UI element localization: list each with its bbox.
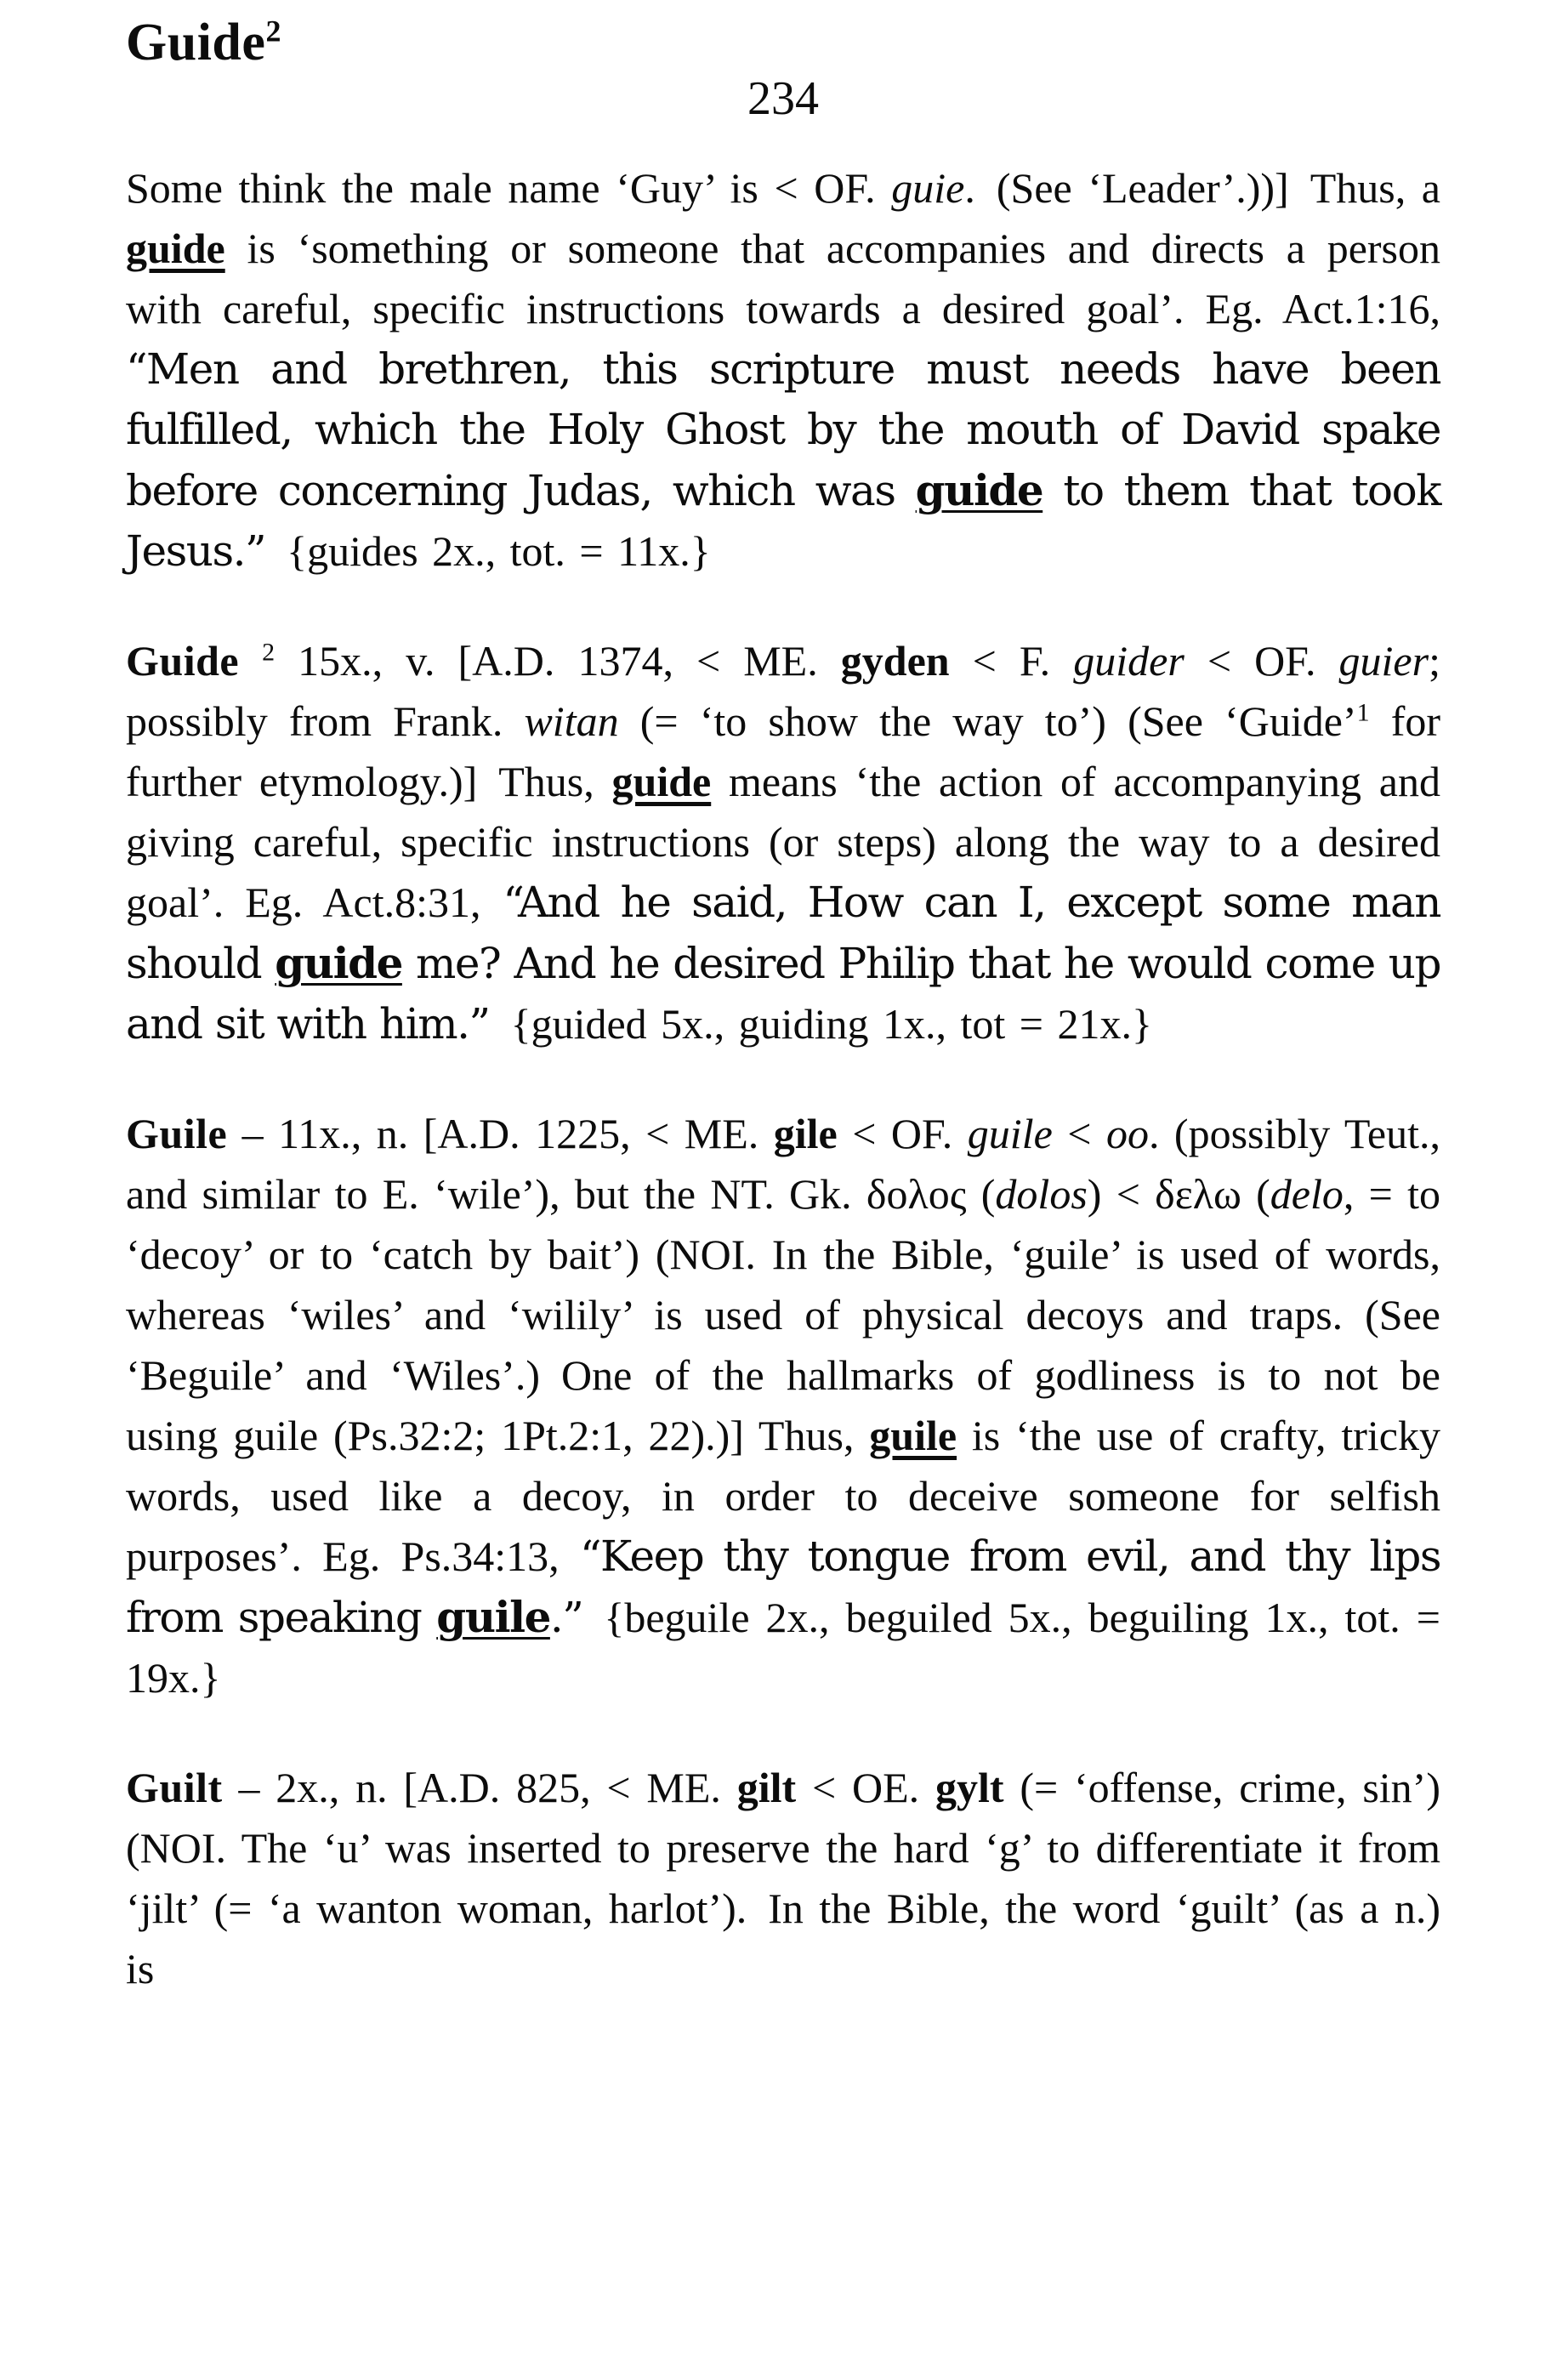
text-run: < OF. [1184, 637, 1339, 685]
text-run: – 11x., n. [A.D. 1225, < ME. [227, 1110, 774, 1158]
paragraph-guilt-entry [126, 1758, 1440, 1999]
scripture-quote: to them that took Jesus.” [126, 466, 1441, 577]
text-run: , = to ‘decoy’ or to ‘catch by bait’) (NOI. In the Bible, ‘guile’ is used of words, whereas ‘wiles’ and ‘wilily’ is used of physical decoys and traps. (See ‘Beguile’ and ‘Wiles’.) One of the hallmarks of godliness is to not be using guile (Ps.32:2; 1Pt.2:1, 22).)] Thus, [126, 1170, 1440, 1460]
bold-term: gile [773, 1110, 838, 1158]
italic-term: delo [1270, 1170, 1344, 1219]
text-run: – 2x., n. [A.D. 825, < ME. [222, 1764, 737, 1812]
paragraph-guide1-continuation [126, 158, 1440, 582]
superscript: 2 [262, 638, 276, 667]
italic-term: dolos [995, 1170, 1088, 1219]
scripture-defined-term: guile [436, 1592, 550, 1643]
scripture-quote: .” [549, 1593, 583, 1643]
text-run: ; possibly from Frank. [126, 637, 1440, 746]
page-heading [126, 14, 1440, 71]
scripture-defined-term: guide [915, 465, 1043, 516]
entries [126, 158, 1440, 1999]
scripture-quote: “Keep thy tongue from evil, and thy lips from speaking [126, 1532, 1440, 1643]
text-run: ) < δελω ( [1087, 1170, 1270, 1219]
heading-word: Guide [126, 14, 266, 71]
text-run: for further etymology.)] Thus, [126, 697, 1440, 806]
text-run: Some think the male name ‘Guy’ is < OF. [126, 164, 892, 213]
text-run: < [1052, 1110, 1106, 1158]
heading-superscript: 2 [265, 14, 281, 48]
text-run: < F. [949, 637, 1074, 685]
paragraph-guide2-entry [126, 631, 1440, 1054]
text-run: . (possibly Teut., and similar to E. ‘wile’), but the NT. Gk. δολος ( [126, 1110, 1440, 1219]
bold-term: gylt [935, 1764, 1004, 1812]
text-run: is ‘the use of crafty, tricky words, used like a decoy, in order to deceive someone for selfish purposes’. Eg. Ps.34:13, [126, 1412, 1440, 1581]
italic-term: guie [891, 164, 965, 213]
text-run: means ‘the action of accompanying and giving careful, specific instructions (or steps) along the way to a desired goal’. Eg. Act.8:31, [126, 758, 1440, 927]
text-run: < OE. [796, 1764, 935, 1812]
text-run: (= ‘to show the way to’) (See ‘Guide’ [618, 697, 1357, 746]
page-number: 234 [747, 72, 819, 126]
italic-term: guider [1073, 637, 1185, 685]
bold-term: gyden [840, 637, 950, 685]
scripture-defined-term: guide [275, 938, 402, 989]
entry-headword: Guilt [126, 1764, 223, 1812]
scripture-quote: “And he said, How can I, except some man should [126, 878, 1440, 989]
italic-term: guile [967, 1110, 1053, 1158]
italic-term: oo [1105, 1110, 1149, 1158]
text-run: 15x., v. [A.D. 1374, < ME. [275, 637, 841, 685]
defined-term: guile [869, 1412, 957, 1460]
text-run: {beguile 2x., beguiled 5x., beguiling 1x., tot. = 19x.} [126, 1594, 1440, 1702]
paragraph-guile-entry [126, 1104, 1440, 1708]
text-run: (= ‘offense, crime, sin’) (NOI. The ‘u’ was inserted to preserve the hard ‘g’ to differentiate it from ‘jilt’ (= ‘a wanton woman, harlot’). In the Bible, the word ‘guilt’ (as a n.) is [126, 1764, 1440, 1993]
entry-headword: Guile [126, 1110, 228, 1158]
italic-term: witan [524, 697, 619, 746]
text-run: . (See ‘Leader’.))] Thus, a [964, 164, 1440, 213]
entry-headword: Guide [126, 637, 240, 685]
superscript: 1 [1356, 698, 1370, 727]
italic-term: guier [1338, 637, 1429, 685]
scripture-quote: me? And he desired Philip that he would come up and sit with him.” [126, 939, 1440, 1049]
defined-term: guide [126, 225, 225, 273]
text-run: {guided 5x., guiding 1x., tot = 21x.} [489, 1000, 1152, 1049]
bold-term: gilt [736, 1764, 797, 1812]
text-run: {guides 2x., tot. = 11x.} [265, 527, 711, 576]
defined-term: guide [611, 758, 712, 806]
scripture-quote: “Men and brethren, this scripture must needs have been fulfilled, which the Holy Ghost by the mouth of David spake before concerning Judas, which was [126, 344, 1440, 516]
text-run: < OF. [837, 1110, 968, 1158]
text-run: is ‘something or someone that accompanies and directs a person with careful, specific instructions towards a desired goal’. Eg. Act.1:16, [126, 225, 1440, 333]
text-run [239, 637, 262, 685]
